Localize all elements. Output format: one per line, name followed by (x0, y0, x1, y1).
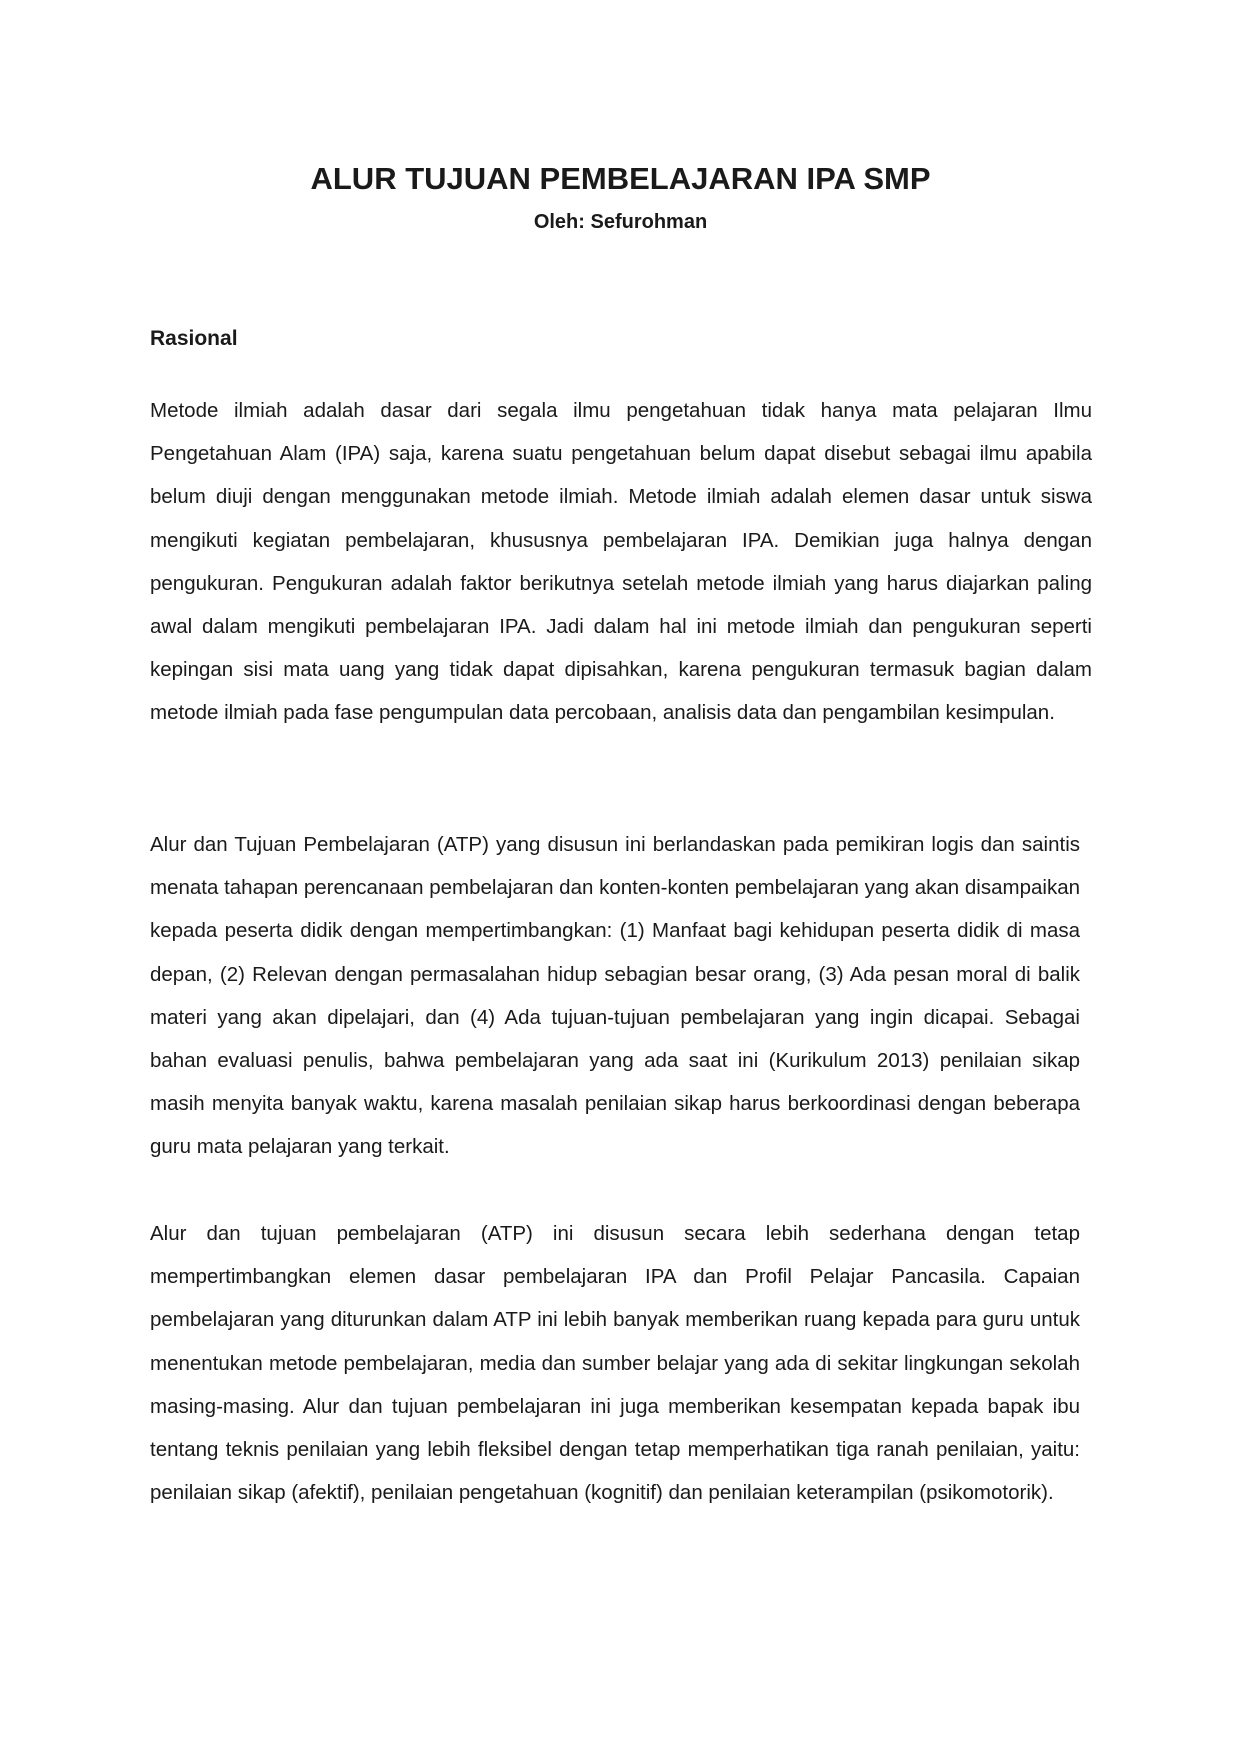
document-title: ALUR TUJUAN PEMBELAJARAN IPA SMP (310, 161, 931, 196)
paragraph-2: Alur dan Tujuan Pembelajaran (ATP) yang disusun ini berlandaskan pada pemikiran logis dan saintis menata tahapan perencanaan pembelajaran dan konten-konten pembelajaran yang akan disampaikan kepada peserta didik dengan mempertimbangkan: (1) Manfaat bagi kehidupan peserta didik di masa depan, (2) Relevan dengan permasalahan hidup sebagian besar orang, (3) Ada pesan moral di balik materi yang akan dipelajari, dan (4) Ada tujuan-tujuan pembelajaran yang ingin dicapai. Sebagai bahan evaluasi penulis, bahwa pembelajaran yang ada saat ini (Kurikulum 2013) penilaian sikap masih menyita banyak waktu, karena masalah penilaian sikap harus berkoordinasi dengan beberapa guru mata pelajaran yang terkait. (150, 833, 1080, 1159)
document-author: Oleh: Sefurohman (533, 211, 708, 233)
section-heading-rasional: Rasional (150, 327, 238, 350)
paragraph-1: Metode ilmiah adalah dasar dari segala ilmu pengetahuan tidak hanya mata pelajaran Ilmu Pengetahuan Alam (IPA) saja, karena suatu pengetahuan belum dapat disebut sebagai ilmu apabila belum diuji dengan menggunakan metode ilmiah. Metode ilmiah adalah elemen dasar untuk siswa mengikuti kegiatan pembelajaran, khususnya pembelajaran IPA. Demikian juga halnya dengan pengukuran. Pengukuran adalah faktor berikutnya setelah metode ilmiah yang harus diajarkan paling awal dalam mengikuti pembelajaran IPA. Jadi dalam hal ini metode ilmiah dan pengukuran seperti kepingan sisi mata uang yang tidak dapat dipisahkan, karena pengukuran termasuk bagian dalam metode ilmiah pada fase pengumpulan data percobaan, analisis data dan pengambilan kesimpulan. (150, 399, 1092, 725)
paragraph-3: Alur dan tujuan pembelajaran (ATP) ini disusun secara lebih sederhana dengan tetap mempertimbangkan elemen dasar pembelajaran IPA dan Profil Pelajar Pancasila. Capaian pembelajaran yang diturunkan dalam ATP ini lebih banyak memberikan ruang kepada para guru untuk menentukan metode pembelajaran, media dan sumber belajar yang ada di sekitar lingkungan sekolah masing-masing. Alur dan tujuan pembelajaran ini juga memberikan kesempatan kepada bapak ibu tentang teknis penilaian yang lebih fleksibel dengan tetap memperhatikan tiga ranah penilaian, yaitu: penilaian sikap (afektif), penilaian pengetahuan (kognitif) dan penilaian keterampilan (psikomotorik). (150, 1222, 1080, 1505)
